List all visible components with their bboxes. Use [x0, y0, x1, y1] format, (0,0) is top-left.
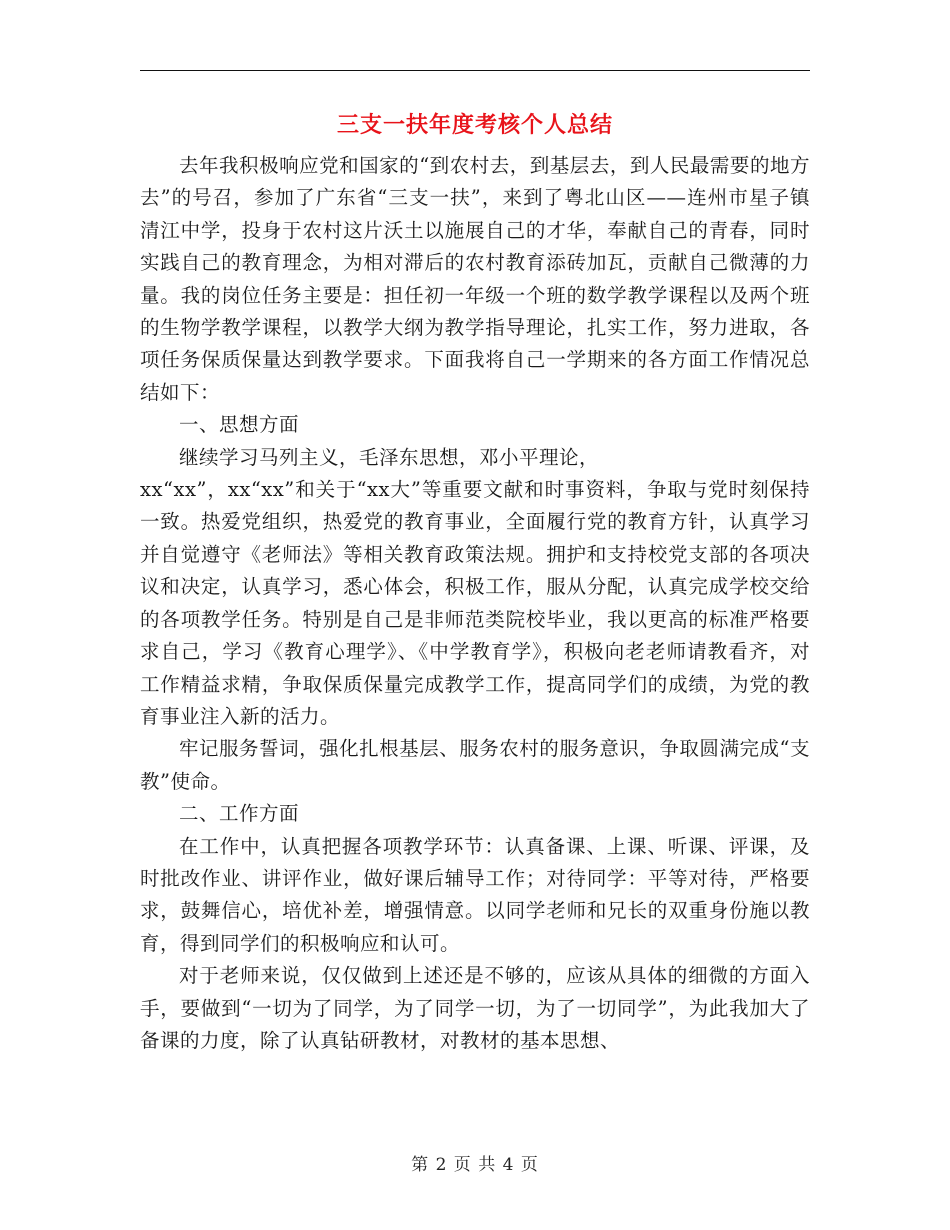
paragraph-service-oath: 牢记服务誓词，强化扎根基层、服务农村的服务意识，争取圆满完成“支教”使命。 — [140, 737, 810, 793]
paragraph-study-theory: 继续学习马列主义，毛泽东思想，邓小平理论， — [179, 445, 600, 469]
paragraph-study-documents: xx“xx”，xx“xx”和关于“xx大”等重要文献和时事资料，争取与党时刻保持一致。热爱党组织，热爱党的教育事业，全面履行党的教育方针，认真学习并自觉遵守《老师法》等相关教育政策法规。拥护和支持校党支部的各项决议和决定，认真学习，悉心体会，积极工作，服从分配，认真完成学校交给的各项教学任务。特别是自己是非师范类院校毕业，我以更高的标准严格要求自己，学习《教育心理学》、《中学教育学》，积极向老老师请教看齐，对工作精益求精，争取保质保量完成教学工作，提高同学们的成绩，为党的教育事业注入新的活力。 — [140, 478, 810, 728]
section-heading-ideology: 一、思想方面 — [179, 413, 300, 437]
document-body — [140, 150, 810, 1057]
header-rule — [140, 70, 810, 71]
paragraph-intro: 去年我积极响应党和国家的“到农村去，到基层去，到人民最需要的地方去”的号召，参加了广东省“三支一扶”，来到了粤北山区——连州市星子镇清江中学，投身于农村这片沃土以施展自己的才华，奉献自己的青春，同时实践自己的教育理念，为相对滞后的农村教育添砖加瓦，贡献自己微薄的力量。我的岗位任务主要是：担任初一年级一个班的数学教学课程以及两个班的生物学教学课程，以教学大纲为教学指导理论，扎实工作，努力进取，各项任务保质保量达到教学要求。下面我将自己一学期来的各方面工作情况总结如下： — [140, 154, 810, 404]
document-title: 三支一扶年度考核个人总结 — [336, 112, 613, 138]
section-heading-work: 二、工作方面 — [179, 802, 300, 826]
page-number: 第 2 页 共 4 页 — [411, 1155, 539, 1175]
paragraph-lesson-preparation: 对于老师来说，仅仅做到上述还是不够的，应该从具体的细微的方面入手，要做到“一切为了同学，为了同学一切，为了一切同学”，为此我加大了备课的力度，除了认真钻研教材，对教材的基本思想、 — [140, 964, 810, 1052]
paragraph-teaching-process: 在工作中，认真把握各项教学环节：认真备课、上课、听课、评课，及时批改作业、讲评作业，做好课后辅导工作；对待同学：平等对待，严格要求，鼓舞信心，培优补差，增强情意。以同学老师和兄长的双重身份施以教育，得到同学们的积极响应和认可。 — [140, 834, 810, 955]
